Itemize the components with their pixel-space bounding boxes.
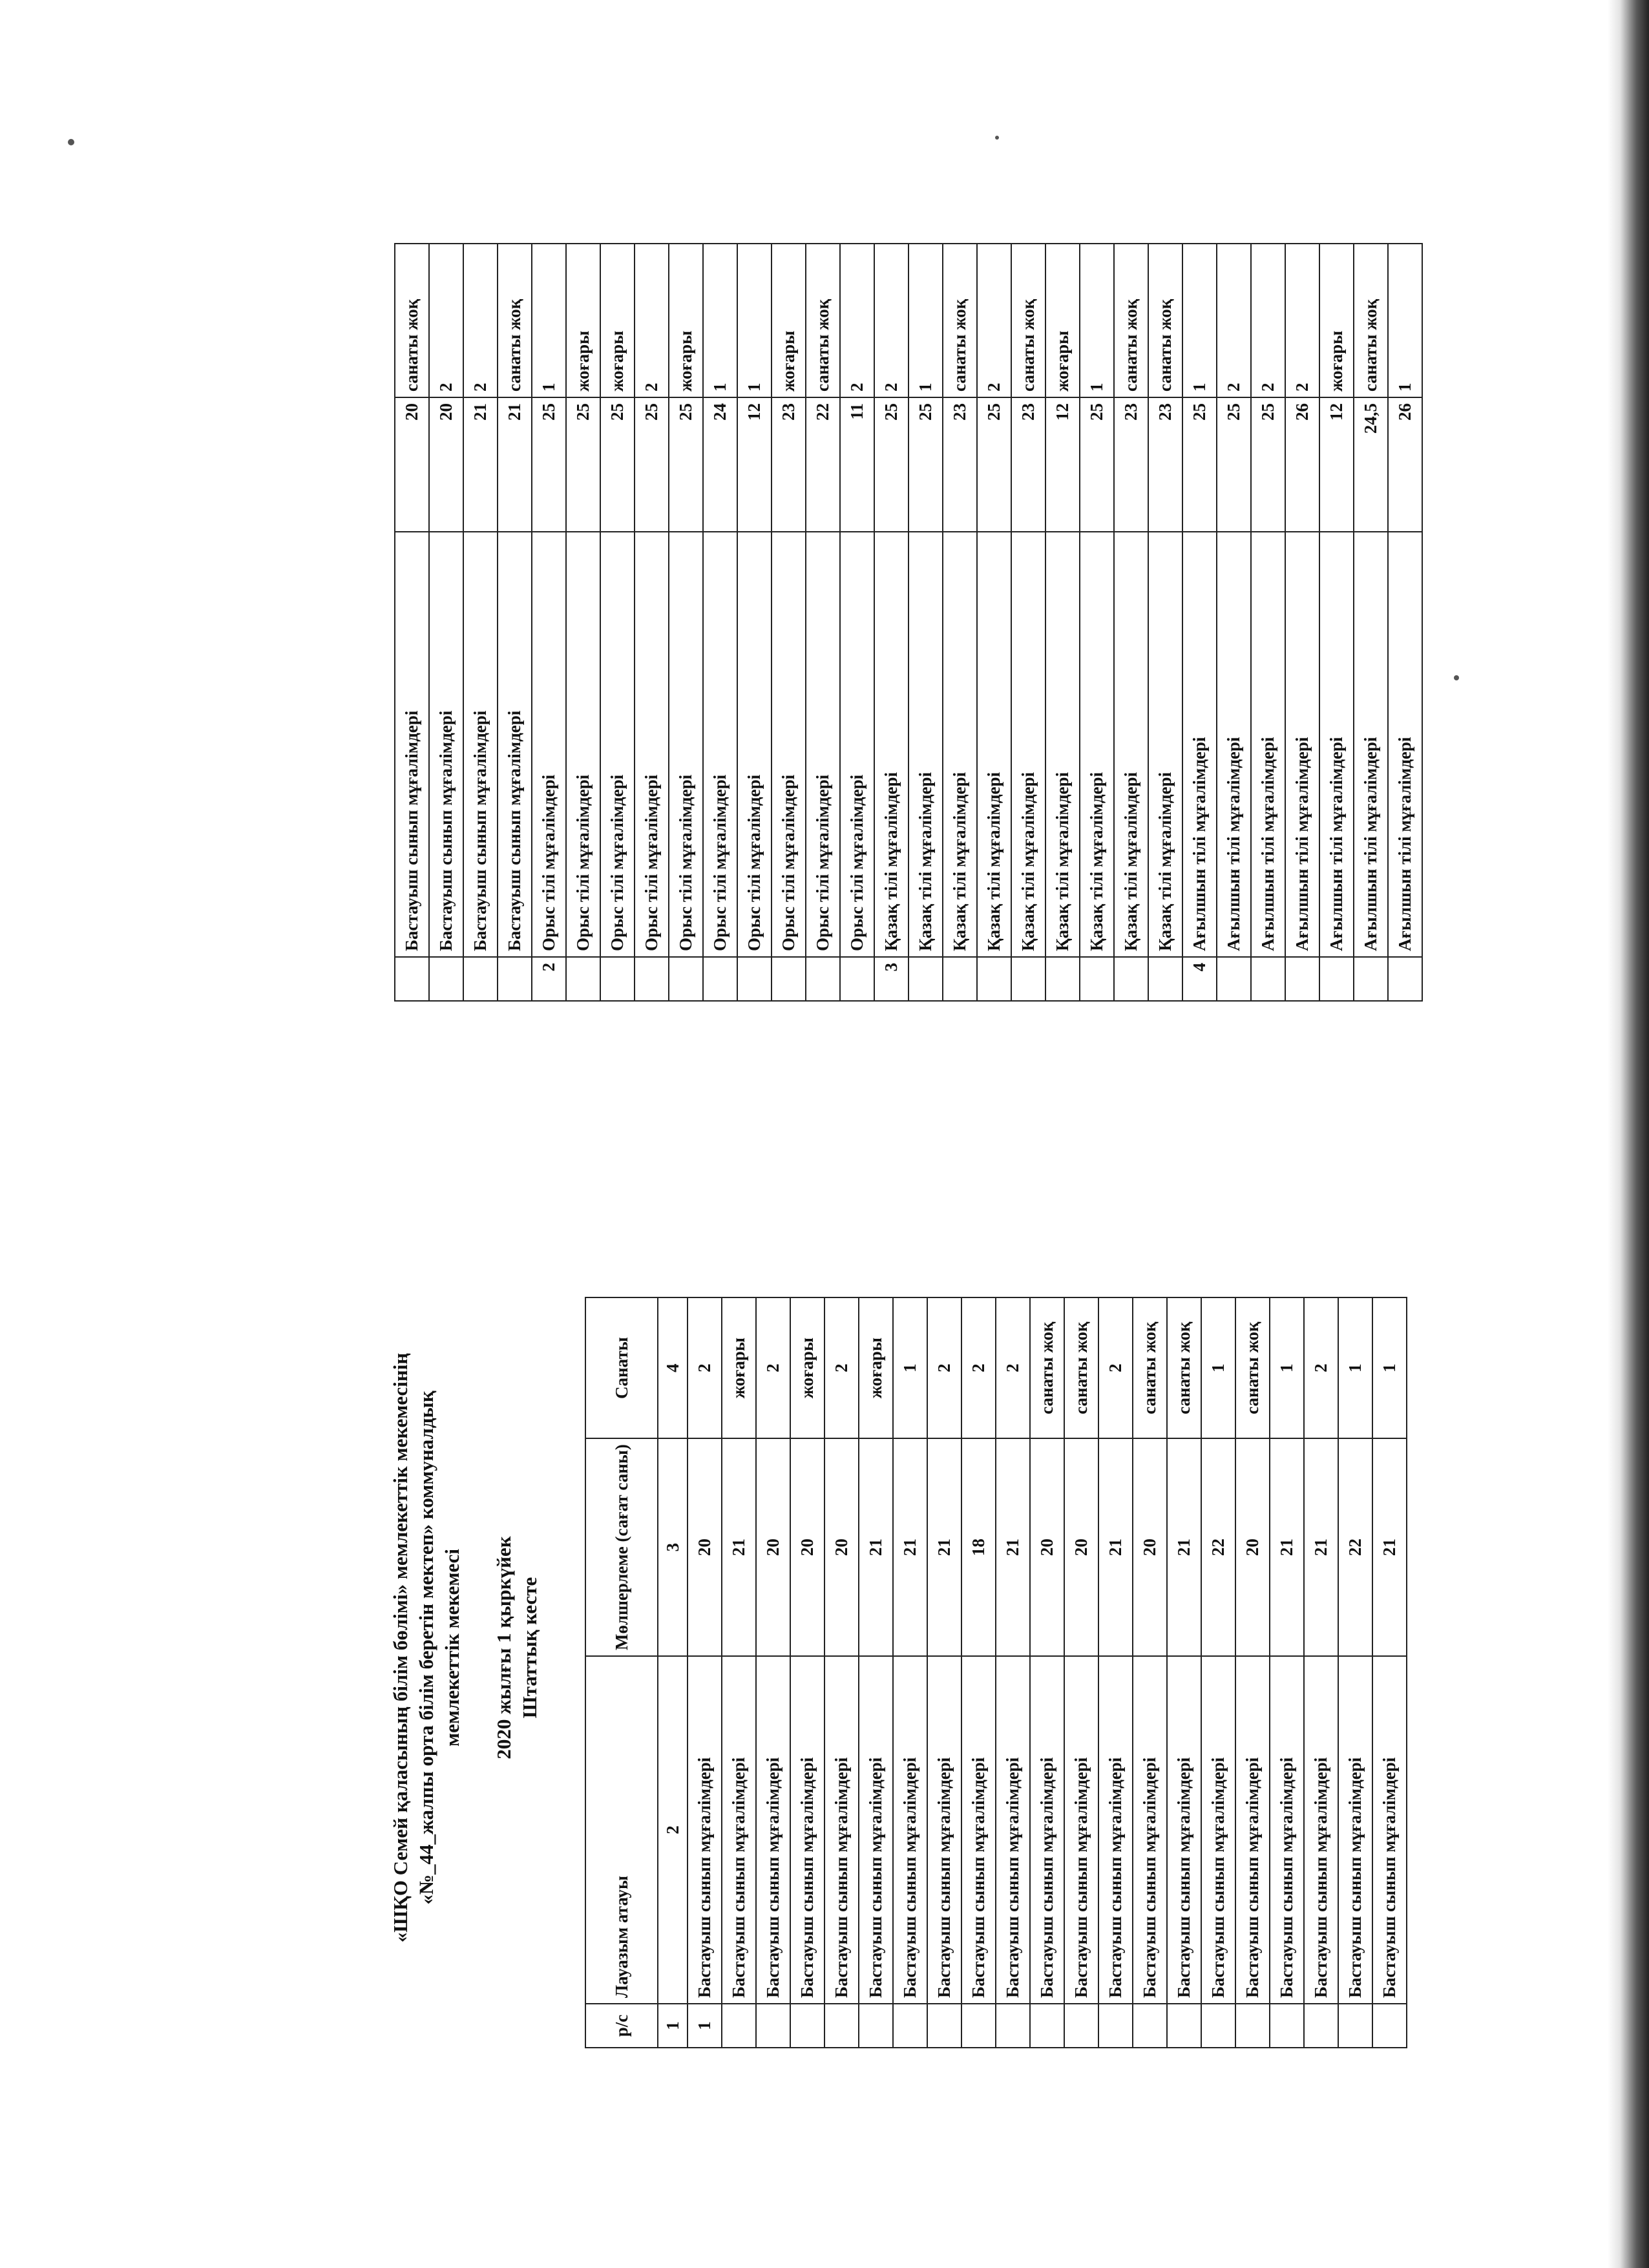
organization-header — [388, 1228, 465, 2068]
category-value: 2 — [824, 1297, 859, 1438]
table-row — [1285, 244, 1319, 1001]
row-number — [1080, 957, 1114, 1001]
position-name: Бастауыш сынып мұғалімдері — [1167, 1656, 1201, 2004]
header-line-3: мемлекеттік мекемесі — [441, 1548, 463, 1747]
table-row — [1080, 244, 1114, 1001]
hours-value: 26 — [1388, 397, 1422, 532]
hours-value: 25 — [909, 397, 943, 532]
row-number — [1354, 957, 1388, 1001]
category-value: санаты жоқ — [1114, 244, 1148, 397]
position-name: Бастауыш сынып мұғалімдері — [996, 1656, 1030, 2004]
header-line-2: «№_44_жалпы орта білім беретін мектеп» коммуналдық — [415, 1391, 437, 1905]
table-row — [566, 244, 600, 1001]
table-row — [498, 244, 532, 1001]
table-row — [463, 244, 498, 1001]
row-number — [1217, 957, 1251, 1001]
category-value: санаты жоқ — [1064, 1297, 1098, 1438]
table-row — [532, 244, 566, 1001]
table-row — [669, 244, 703, 1001]
category-value: 2 — [1251, 244, 1285, 397]
table-row — [1167, 1297, 1201, 2048]
position-name: Бастауыш сынып мұғалімдері — [1064, 1656, 1098, 2004]
row-number — [737, 957, 772, 1001]
table-row — [909, 244, 943, 1001]
table-row — [703, 244, 737, 1001]
row-number — [1011, 957, 1045, 1001]
category-value: жоғары — [859, 1297, 893, 1438]
position-name: Қазақ тілі мұғалімдері — [874, 532, 909, 957]
position-name: Бастауыш сынып мұғалімдері — [1098, 1656, 1133, 2004]
position-name: Бастауыш сынып мұғалімдері — [722, 1656, 756, 2004]
hours-value: 20 — [395, 397, 429, 532]
category-value: 2 — [961, 1297, 996, 1438]
hours-value: 23 — [772, 397, 806, 532]
hours-value: 22 — [1201, 1438, 1235, 1656]
row-number — [1148, 957, 1182, 1001]
row-number — [395, 957, 429, 1001]
hours-value: 25 — [669, 397, 703, 532]
category-value: 2 — [840, 244, 874, 397]
position-name: Бастауыш сынып мұғалімдері — [1338, 1656, 1372, 2004]
category-value: 2 — [1304, 1297, 1338, 1438]
table-row — [756, 1297, 790, 2048]
category-value: санаты жоқ — [1011, 244, 1045, 397]
hours-value: 20 — [429, 397, 463, 532]
row-number — [943, 957, 977, 1001]
table-row — [1114, 244, 1148, 1001]
position-name: Ағылшын тілі мұғалімдері — [1354, 532, 1388, 957]
hours-value: 22 — [806, 397, 840, 532]
row-number — [977, 957, 1011, 1001]
row-number — [756, 2004, 790, 2048]
table-row — [1319, 244, 1354, 1001]
row-number — [1270, 2004, 1304, 2048]
category-value: 1 — [1338, 1297, 1372, 1438]
position-name: Бастауыш сынып мұғалімдері — [688, 1656, 722, 2004]
hours-value: 23 — [943, 397, 977, 532]
hours-value: 20 — [1064, 1438, 1098, 1656]
position-name: Орыс тілі мұғалімдері — [772, 532, 806, 957]
category-value: 1 — [737, 244, 772, 397]
row-number — [909, 957, 943, 1001]
table-row — [1011, 244, 1045, 1001]
hours-value: 23 — [1114, 397, 1148, 532]
table-row — [722, 1297, 756, 2048]
table-row — [1251, 244, 1285, 1001]
hours-value: 20 — [756, 1438, 790, 1656]
position-name: Қазақ тілі мұғалімдері — [943, 532, 977, 957]
category-value: 1 — [893, 1297, 927, 1438]
position-name: Қазақ тілі мұғалімдері — [1080, 532, 1114, 957]
table-row — [1064, 1297, 1098, 2048]
row-number — [1098, 2004, 1133, 2048]
category-value: 2 — [429, 244, 463, 397]
category-value: 2 — [1098, 1297, 1133, 1438]
row-number — [1388, 957, 1422, 1001]
document-title: Штаттық кесте — [518, 1577, 541, 1719]
category-value: санаты жоқ — [1354, 244, 1388, 397]
position-name: Бастауыш сынып мұғалімдері — [463, 532, 498, 957]
position-name: Бастауыш сынып мұғалімдері — [927, 1656, 961, 2004]
table-row — [600, 244, 635, 1001]
table-row — [840, 244, 874, 1001]
row-number: 2 — [532, 957, 566, 1001]
row-number — [498, 957, 532, 1001]
hours-value: 21 — [1270, 1438, 1304, 1656]
table-row — [1338, 1297, 1372, 2048]
row-number — [927, 2004, 961, 2048]
hours-value: 25 — [532, 397, 566, 532]
category-value: жоғары — [600, 244, 635, 397]
table-row — [1182, 244, 1217, 1001]
table-row — [893, 1297, 927, 2048]
position-name: Орыс тілі мұғалімдері — [566, 532, 600, 957]
hours-value: 20 — [790, 1438, 824, 1656]
row-number — [635, 957, 669, 1001]
hours-value: 21 — [996, 1438, 1030, 1656]
category-value: 2 — [874, 244, 909, 397]
table-row — [1304, 1297, 1338, 2048]
position-name: Ағылшын тілі мұғалімдері — [1388, 532, 1422, 957]
category-value: 1 — [909, 244, 943, 397]
hours-value: 21 — [1098, 1438, 1133, 1656]
hours-value: 26 — [1285, 397, 1319, 532]
position-name: Орыс тілі мұғалімдері — [703, 532, 737, 957]
table-row — [635, 244, 669, 1001]
category-value: санаты жоқ — [1133, 1297, 1167, 1438]
row-number — [1167, 2004, 1201, 2048]
position-name: Бастауыш сынып мұғалімдері — [961, 1656, 996, 2004]
row-number — [824, 2004, 859, 2048]
document-date: 2020 жылғы 1 қыркүйек — [492, 1536, 515, 1759]
header-category: Санаты — [585, 1297, 658, 1438]
category-value: 2 — [463, 244, 498, 397]
position-name: Бастауыш сынып мұғалімдері — [1372, 1656, 1407, 2004]
index-cell: 1 — [658, 2004, 688, 2048]
hours-value: 20 — [824, 1438, 859, 1656]
position-name: Бастауыш сынып мұғалімдері — [429, 532, 463, 957]
row-number — [1133, 2004, 1167, 2048]
hours-value: 25 — [566, 397, 600, 532]
hours-value: 20 — [1235, 1438, 1270, 1656]
hours-value: 25 — [874, 397, 909, 532]
staff-table-right — [394, 243, 1423, 1002]
hours-value: 20 — [1133, 1438, 1167, 1656]
category-value: 2 — [756, 1297, 790, 1438]
row-number — [1030, 2004, 1064, 2048]
category-value: 2 — [688, 1297, 722, 1438]
category-value: санаты жоқ — [1148, 244, 1182, 397]
row-number — [1304, 2004, 1338, 2048]
hours-value: 25 — [977, 397, 1011, 532]
row-number — [1372, 2004, 1407, 2048]
hours-value: 25 — [635, 397, 669, 532]
position-name: Қазақ тілі мұғалімдері — [1148, 532, 1182, 957]
table-row — [737, 244, 772, 1001]
position-name: Ағылшын тілі мұғалімдері — [1319, 532, 1354, 957]
table-row — [1098, 1297, 1133, 2048]
hours-value: 21 — [859, 1438, 893, 1656]
category-value: 2 — [996, 1297, 1030, 1438]
position-name: Ағылшын тілі мұғалімдері — [1182, 532, 1217, 957]
hours-value: 21 — [927, 1438, 961, 1656]
hours-value: 21 — [1304, 1438, 1338, 1656]
category-value: жоғары — [772, 244, 806, 397]
hours-value: 24,5 — [1354, 397, 1388, 532]
row-number — [840, 957, 874, 1001]
position-name: Қазақ тілі мұғалімдері — [1114, 532, 1148, 957]
position-name: Бастауыш сынып мұғалімдері — [1304, 1656, 1338, 2004]
category-value: жоғары — [790, 1297, 824, 1438]
row-number — [1235, 2004, 1270, 2048]
row-number — [893, 2004, 927, 2048]
document-title-block — [491, 1228, 543, 2068]
category-value: жоғары — [1045, 244, 1080, 397]
hours-value: 12 — [1319, 397, 1354, 532]
table-row — [395, 244, 429, 1001]
position-name: Ағылшын тілі мұғалімдері — [1251, 532, 1285, 957]
position-name: Орыс тілі мұғалімдері — [669, 532, 703, 957]
table-row — [1133, 1297, 1167, 2048]
category-value: 1 — [1372, 1297, 1407, 1438]
position-name: Бастауыш сынып мұғалімдері — [1030, 1656, 1064, 2004]
position-name: Бастауыш сынып мұғалімдері — [1235, 1656, 1270, 2004]
row-number — [1045, 957, 1080, 1001]
category-value: санаты жоқ — [1167, 1297, 1201, 1438]
category-value: санаты жоқ — [1030, 1297, 1064, 1438]
hours-value: 24 — [703, 397, 737, 532]
table-row — [1388, 244, 1422, 1001]
hours-value: 18 — [961, 1438, 996, 1656]
category-value: санаты жоқ — [498, 244, 532, 397]
category-value: 1 — [1080, 244, 1114, 397]
header-num: р/с — [585, 2004, 658, 2048]
table-row — [688, 1297, 722, 2048]
row-number — [669, 957, 703, 1001]
category-value: 1 — [1182, 244, 1217, 397]
position-name: Ағылшын тілі мұғалімдері — [1285, 532, 1319, 957]
position-name: Бастауыш сынып мұғалімдері — [395, 532, 429, 957]
index-cell: 3 — [658, 1438, 688, 1656]
table-row — [1148, 244, 1182, 1001]
row-number — [772, 957, 806, 1001]
category-value: 1 — [1388, 244, 1422, 397]
category-value: 1 — [703, 244, 737, 397]
table-row — [1030, 1297, 1064, 2048]
hours-value: 20 — [688, 1438, 722, 1656]
category-value: санаты жоқ — [943, 244, 977, 397]
staff-table-left — [585, 1297, 1407, 2048]
row-number — [1114, 957, 1148, 1001]
category-value: 2 — [977, 244, 1011, 397]
row-number — [566, 957, 600, 1001]
category-value: 1 — [1270, 1297, 1304, 1438]
category-value: 2 — [635, 244, 669, 397]
table-row — [790, 1297, 824, 2048]
category-value: жоғары — [669, 244, 703, 397]
row-number — [790, 2004, 824, 2048]
table-row — [1045, 244, 1080, 1001]
hours-value: 25 — [1182, 397, 1217, 532]
category-value: 2 — [1217, 244, 1251, 397]
index-cell: 4 — [658, 1297, 688, 1438]
category-value: жоғары — [1319, 244, 1354, 397]
row-number — [1338, 2004, 1372, 2048]
row-number — [600, 957, 635, 1001]
position-name: Орыс тілі мұғалімдері — [635, 532, 669, 957]
row-number — [1251, 957, 1285, 1001]
category-value: 1 — [532, 244, 566, 397]
hours-value: 21 — [498, 397, 532, 532]
category-value: 1 — [1201, 1297, 1235, 1438]
table-row — [1235, 1297, 1270, 2048]
table-row — [977, 244, 1011, 1001]
hours-value: 20 — [1030, 1438, 1064, 1656]
table-row — [772, 244, 806, 1001]
row-number — [996, 2004, 1030, 2048]
table-row — [1270, 1297, 1304, 2048]
category-value: санаты жоқ — [1235, 1297, 1270, 1438]
position-name: Бастауыш сынып мұғалімдері — [824, 1656, 859, 2004]
hours-value: 23 — [1148, 397, 1182, 532]
hours-value: 22 — [1338, 1438, 1372, 1656]
row-number: 1 — [688, 2004, 722, 2048]
position-name: Орыс тілі мұғалімдері — [737, 532, 772, 957]
position-name: Бастауыш сынып мұғалімдері — [498, 532, 532, 957]
hours-value: 23 — [1011, 397, 1045, 532]
position-name: Қазақ тілі мұғалімдері — [909, 532, 943, 957]
hours-value: 25 — [1080, 397, 1114, 532]
header-position: Лауазым атауы — [585, 1656, 658, 2004]
category-value: 2 — [1285, 244, 1319, 397]
position-name: Бастауыш сынып мұғалімдері — [1201, 1656, 1235, 2004]
row-number — [703, 957, 737, 1001]
hours-value: 25 — [1251, 397, 1285, 532]
table-row — [1354, 244, 1388, 1001]
category-value: жоғары — [566, 244, 600, 397]
category-value: жоғары — [722, 1297, 756, 1438]
table-row — [961, 1297, 996, 2048]
staff-table-right-body — [395, 244, 1422, 1001]
table-row — [1217, 244, 1251, 1001]
category-value: 2 — [927, 1297, 961, 1438]
header-line-1: «ШҚО Семей қаласының білім бөлімі» мемлекеттік мекемесінің — [389, 1352, 412, 1943]
row-number: 3 — [874, 957, 909, 1001]
position-name: Бастауыш сынып мұғалімдері — [893, 1656, 927, 2004]
table-row — [1372, 1297, 1407, 2048]
row-number — [961, 2004, 996, 2048]
column-index-row — [658, 1297, 688, 2048]
hours-value: 12 — [1045, 397, 1080, 532]
row-number — [722, 2004, 756, 2048]
row-number — [463, 957, 498, 1001]
header-hours: Мөлшерлеме (сағат саны) — [585, 1438, 658, 1656]
position-name: Орыс тілі мұғалімдері — [532, 532, 566, 957]
index-cell: 2 — [658, 1656, 688, 2004]
category-value: санаты жоқ — [395, 244, 429, 397]
row-number — [1285, 957, 1319, 1001]
row-number — [1201, 2004, 1235, 2048]
table-row — [996, 1297, 1030, 2048]
table-row — [943, 244, 977, 1001]
hours-value: 25 — [1217, 397, 1251, 532]
category-value: санаты жоқ — [806, 244, 840, 397]
table-row — [874, 244, 909, 1001]
row-number — [1319, 957, 1354, 1001]
position-name: Бастауыш сынып мұғалімдері — [1133, 1656, 1167, 2004]
table-row — [859, 1297, 893, 2048]
row-number — [806, 957, 840, 1001]
row-number: 4 — [1182, 957, 1217, 1001]
position-name: Бастауыш сынып мұғалімдері — [1270, 1656, 1304, 2004]
hours-value: 25 — [600, 397, 635, 532]
hours-value: 21 — [1167, 1438, 1201, 1656]
position-name: Ағылшын тілі мұғалімдері — [1217, 532, 1251, 957]
staff-table-left-body — [688, 1297, 1407, 2048]
position-name: Қазақ тілі мұғалімдері — [977, 532, 1011, 957]
row-number — [1064, 2004, 1098, 2048]
position-name: Орыс тілі мұғалімдері — [600, 532, 635, 957]
table-row — [1201, 1297, 1235, 2048]
position-name: Бастауыш сынып мұғалімдері — [859, 1656, 893, 2004]
position-name: Бастауыш сынып мұғалімдері — [790, 1656, 824, 2004]
position-name: Қазақ тілі мұғалімдері — [1011, 532, 1045, 957]
position-name: Бастауыш сынып мұғалімдері — [756, 1656, 790, 2004]
table-row — [824, 1297, 859, 2048]
hours-value: 12 — [737, 397, 772, 532]
hours-value: 21 — [722, 1438, 756, 1656]
hours-value: 21 — [893, 1438, 927, 1656]
table-row — [927, 1297, 961, 2048]
row-number — [429, 957, 463, 1001]
hours-value: 21 — [1372, 1438, 1407, 1656]
position-name: Қазақ тілі мұғалімдері — [1045, 532, 1080, 957]
position-name: Орыс тілі мұғалімдері — [806, 532, 840, 957]
table-row — [429, 244, 463, 1001]
position-name: Орыс тілі мұғалімдері — [840, 532, 874, 957]
hours-value: 11 — [840, 397, 874, 532]
row-number — [859, 2004, 893, 2048]
table-row — [806, 244, 840, 1001]
hours-value: 21 — [463, 397, 498, 532]
